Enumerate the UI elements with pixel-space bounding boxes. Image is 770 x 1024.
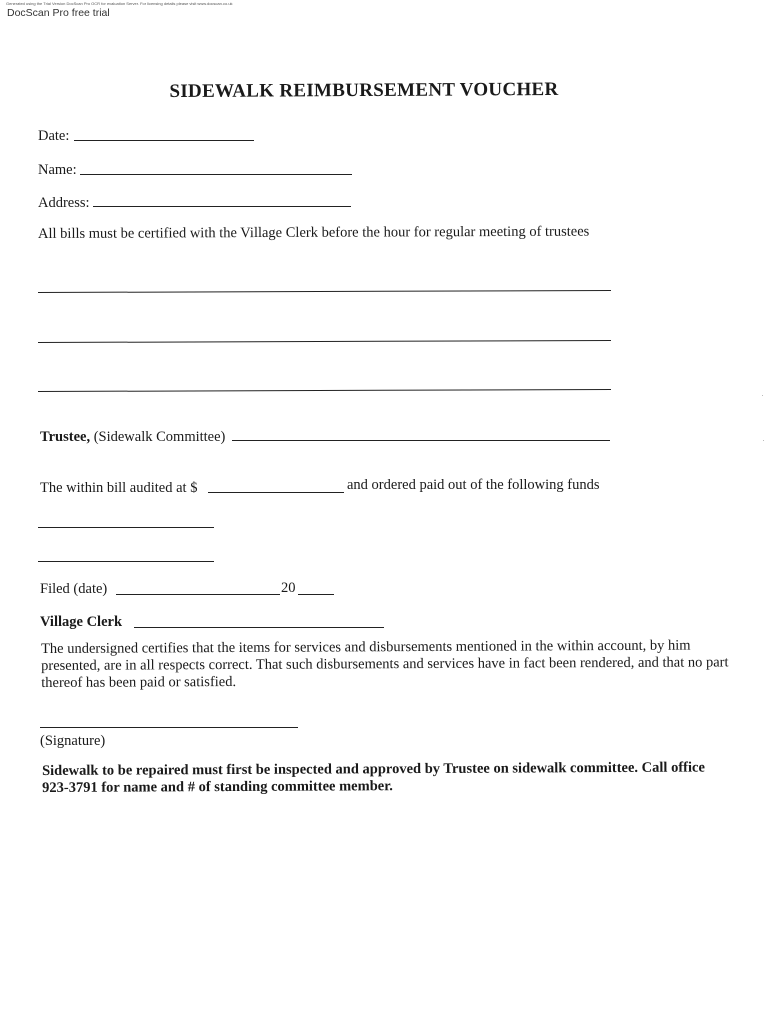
- village-clerk-line: [134, 627, 384, 628]
- name-label: Name:: [38, 162, 77, 178]
- form-title: SIDEWALK REIMBURSEMENT VOUCHER: [169, 78, 559, 103]
- scan-speck: [763, 440, 764, 441]
- trustee-line: [232, 440, 610, 441]
- scan-speck: [762, 395, 763, 396]
- year-prefix: 20: [281, 580, 296, 596]
- notice-text: Sidewalk to be repaired must first be inspected and approved by Trustee on sidewalk committee. Call office 923-3791 for name and # of standing committee member.: [42, 759, 705, 796]
- signature-label: (Signature): [40, 733, 106, 749]
- blank-line-3: [38, 389, 611, 392]
- trustee-rest: (Sidewalk Committee): [90, 429, 226, 445]
- blank-line-1: [38, 290, 611, 293]
- certification-text: The undersigned certifies that the items for services and disbursements mentioned in the within account, by him presented, are in all respects correct. That such disbursements and services have in fact been rendered, and that no part thereof has been paid or satisfied.: [41, 637, 729, 691]
- filed-date-line: [116, 594, 280, 595]
- name-line: [80, 174, 352, 175]
- watermark-small-text: Generated using the Trial Version DocScan Pro OCR for evaluation Server. For licensing details please visit www.docscan.co.uk: [6, 1, 233, 6]
- watermark-label: DocScan Pro free trial: [7, 7, 110, 19]
- audit-prefix: The within bill audited at $: [40, 480, 198, 496]
- year-line: [298, 594, 334, 595]
- trustee-bold: Trustee,: [40, 429, 91, 445]
- trustee-label: [40, 429, 225, 446]
- audit-amount-line: [208, 492, 344, 493]
- date-label: Date:: [38, 128, 70, 144]
- date-line: [74, 140, 254, 141]
- address-label: Address:: [38, 195, 90, 211]
- address-line: [93, 206, 351, 207]
- signature-line: [40, 727, 298, 728]
- certify-note: All bills must be certified with the Village Clerk before the hour for regular meeting of trustees: [37, 223, 590, 242]
- audit-suffix: and ordered paid out of the following funds: [347, 477, 600, 493]
- fund-line-1: [38, 527, 214, 528]
- filed-label: Filed (date): [40, 581, 108, 597]
- blank-line-2: [38, 340, 611, 343]
- fund-line-2: [38, 561, 214, 562]
- village-clerk-label: Village Clerk: [40, 614, 123, 630]
